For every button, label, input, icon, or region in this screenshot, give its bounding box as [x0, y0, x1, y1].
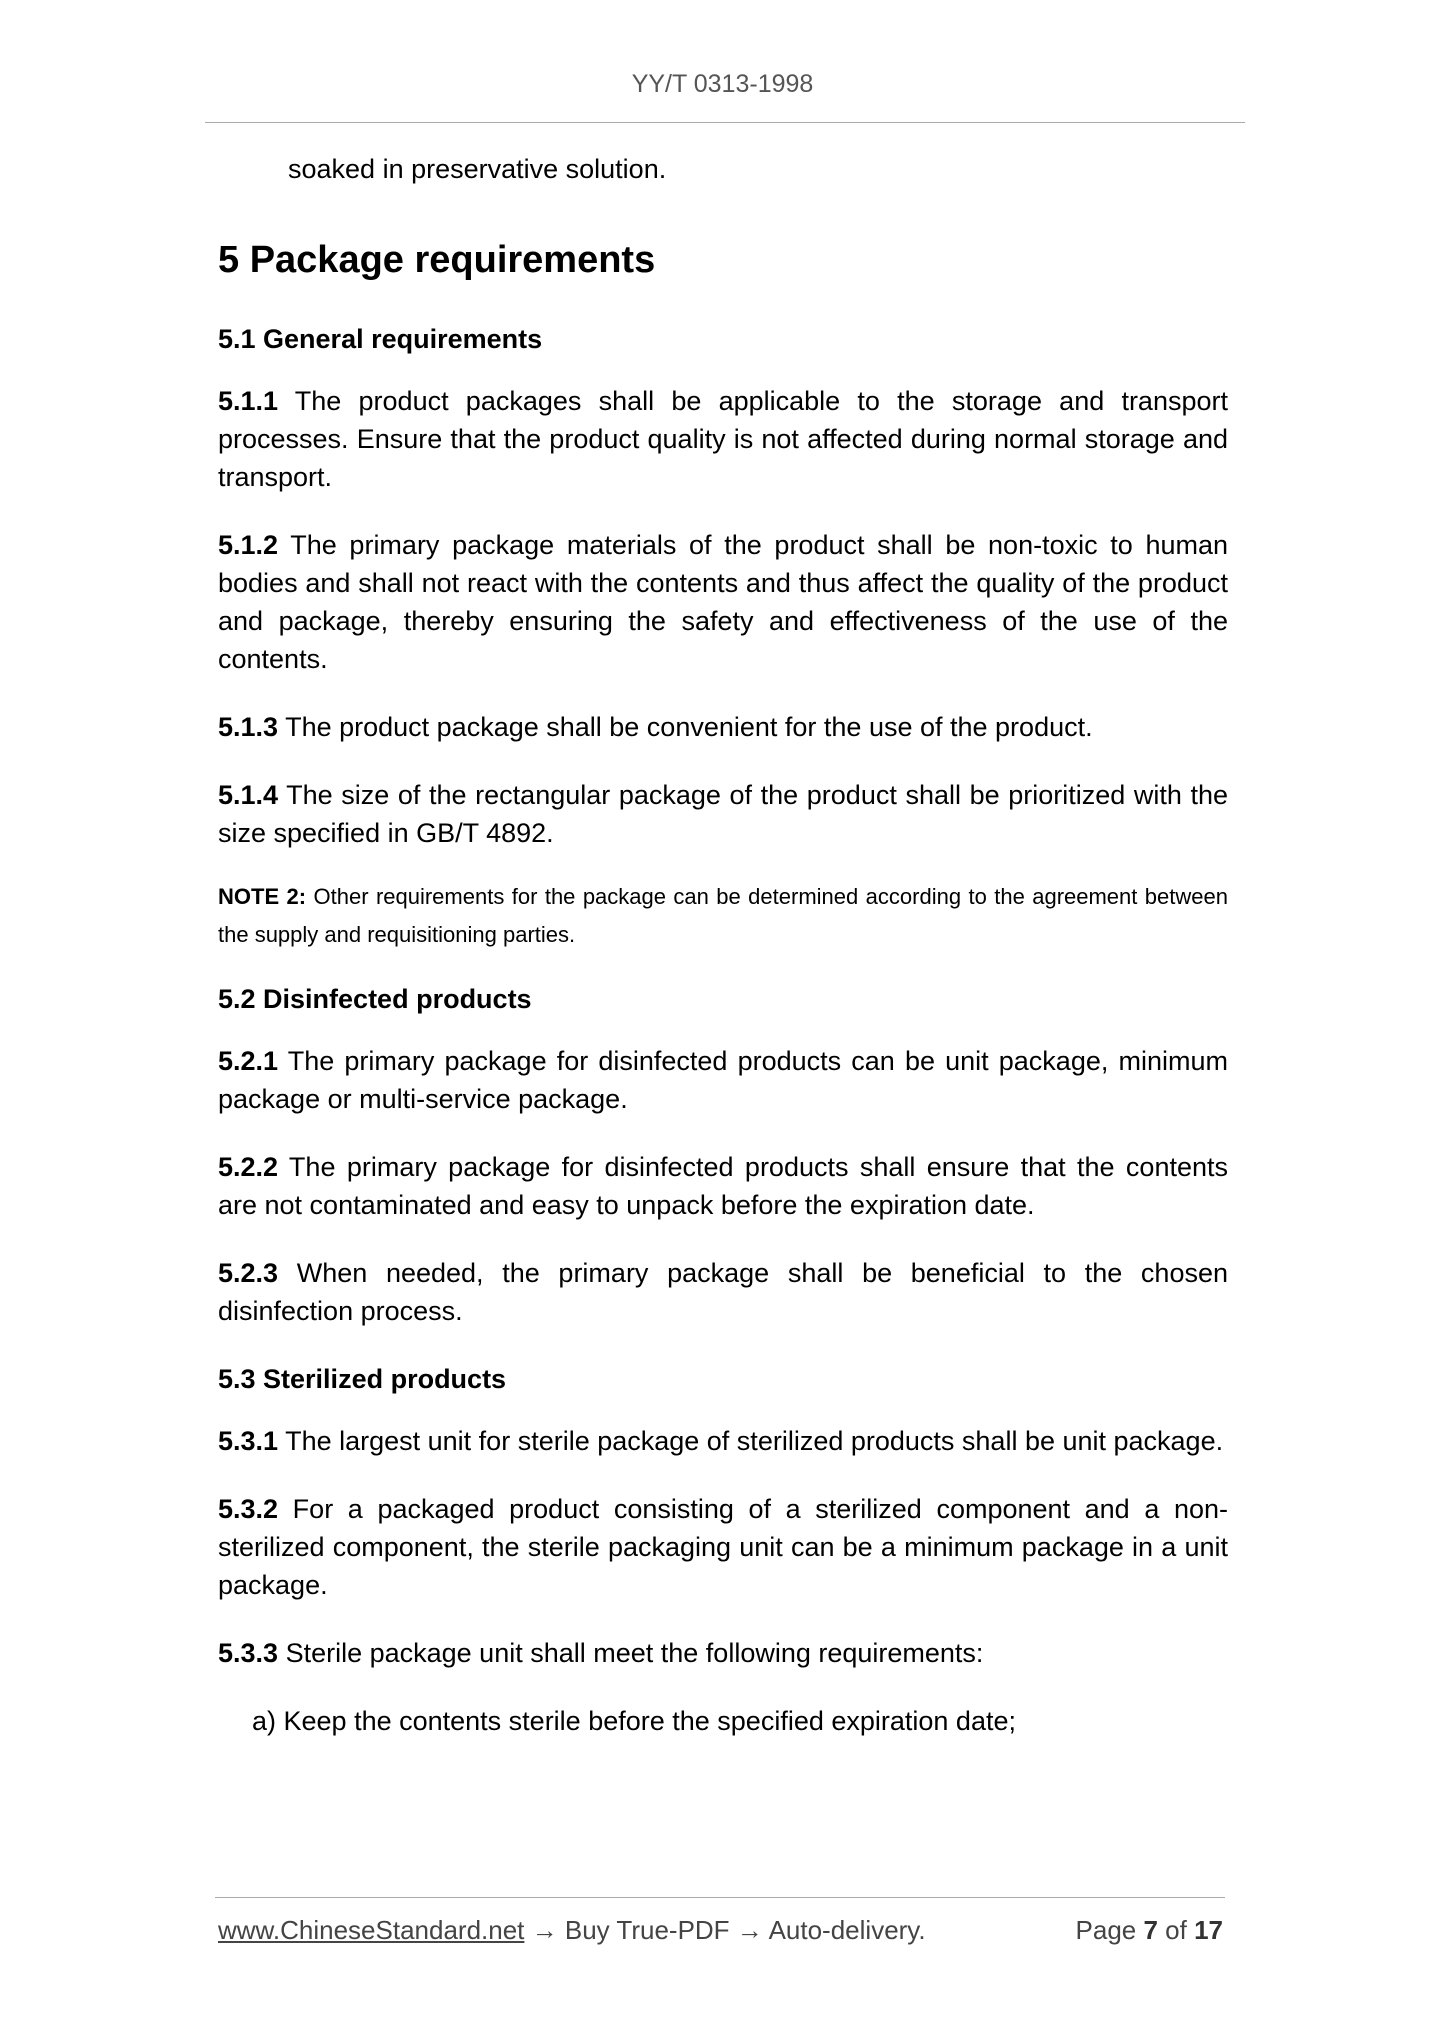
clause-5-3-3 — [218, 1634, 1228, 1672]
clause-number: 5.1.4 — [218, 780, 279, 810]
continuation-text: soaked in preservative solution. — [288, 154, 667, 184]
clause-text: The primary package for disinfected products shall ensure that the contents are not contaminated and easy to unpack before the expiration date. — [218, 1152, 1228, 1220]
clause-number: 5.3.2 — [218, 1494, 279, 1524]
subsection-title-5-2: 5.2 Disinfected products — [218, 984, 532, 1014]
note-label: NOTE 2: — [218, 884, 307, 909]
clause-5-1-2 — [218, 526, 1228, 678]
page-word: Page — [1075, 1915, 1144, 1945]
clause-text: The size of the rectangular package of the product shall be prioritized with the size specified in GB/T 4892. — [218, 780, 1228, 848]
clause-5-2-3 — [218, 1254, 1228, 1330]
clause-number: 5.2.1 — [218, 1046, 279, 1076]
clause-text: When needed, the primary package shall be beneficial to the chosen disinfection process. — [218, 1258, 1228, 1326]
clause-number: 5.3.3 — [218, 1638, 279, 1668]
of-word: of — [1157, 1915, 1195, 1945]
section-title: 5 Package requirements — [218, 239, 656, 281]
clause-5-3-2 — [218, 1490, 1228, 1604]
website-link[interactable]: www.ChineseStandard.net — [218, 1915, 525, 1945]
clause-5-3-1 — [218, 1422, 1228, 1460]
clause-text: Sterile package unit shall meet the following requirements: — [278, 1638, 984, 1668]
clause-text: The primary package for disinfected products can be unit package, minimum package or multi-service package. — [218, 1046, 1228, 1114]
clause-5-1-4 — [218, 776, 1228, 852]
note-2 — [218, 878, 1228, 954]
clause-number: 5.2.3 — [218, 1258, 279, 1288]
document-id-header: YY/T 0313-1998 — [631, 70, 814, 98]
clause-text: The largest unit for sterile package of sterilized products shall be unit package. — [278, 1426, 1224, 1456]
header-divider — [205, 122, 1245, 123]
clause-5-1-3 — [218, 708, 1228, 746]
clause-number: 5.2.2 — [218, 1152, 279, 1182]
list-item-a: a) Keep the contents sterile before the specified expiration date; — [252, 1706, 1016, 1736]
page-content — [218, 150, 1228, 1740]
clause-5-2-1 — [218, 1042, 1228, 1118]
clause-5-1-1 — [218, 382, 1228, 496]
clause-text: The product package shall be convenient for the use of the product. — [278, 712, 1093, 742]
footer-tagline: → Buy True-PDF → Auto-delivery. — [524, 1915, 926, 1945]
clause-number: 5.1.2 — [218, 530, 279, 560]
clause-number: 5.3.1 — [218, 1426, 279, 1456]
clause-number: 5.1.3 — [218, 712, 279, 742]
clause-text: For a packaged product consisting of a sterilized component and a non-sterilized component, the sterile packaging unit can be a minimum package in a unit package. — [218, 1494, 1228, 1600]
page-indicator — [1076, 1915, 1223, 1946]
clause-5-2-2 — [218, 1148, 1228, 1224]
page-number: 7 — [1143, 1915, 1158, 1945]
footer — [218, 1915, 1223, 1946]
subsection-title-5-3: 5.3 Sterilized products — [218, 1364, 507, 1394]
footer-divider — [215, 1897, 1225, 1898]
clause-text: The product packages shall be applicable to the storage and transport processes. Ensure that the product quality is not affected during normal storage and transport. — [218, 386, 1228, 492]
page-total: 17 — [1194, 1915, 1223, 1945]
note-text: Other requirements for the package can be determined according to the agreement between the supply and requisitioning parties. — [218, 884, 1228, 947]
subsection-title-5-1: 5.1 General requirements — [218, 324, 543, 354]
clause-text: The primary package materials of the product shall be non-toxic to human bodies and shall not react with the contents and thus affect the quality of the product and package, thereby ensuring the safety and effectiveness of the use of the contents. — [218, 530, 1228, 674]
clause-number: 5.1.1 — [218, 386, 279, 416]
